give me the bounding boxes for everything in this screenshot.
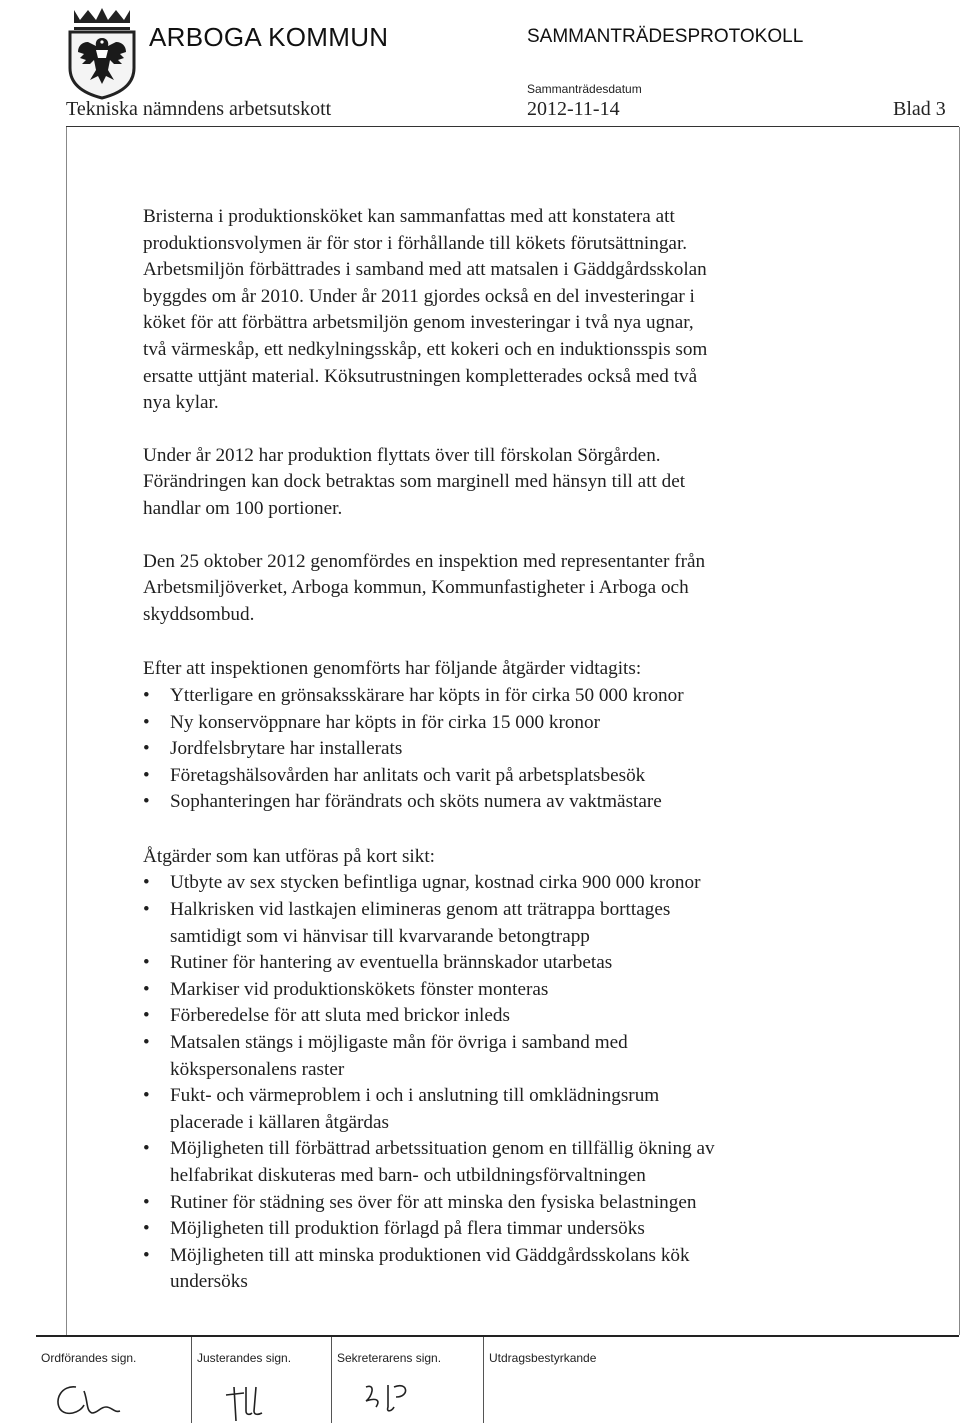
list-item: • Markiser vid produktionskökets fönster monteras (143, 977, 883, 1004)
signature-label-chair: Ordförandes sign. (41, 1351, 137, 1365)
list-item: • Jordfelsbrytare har installerats (143, 736, 883, 763)
list-item: • Sophanteringen har förändrats och sköts numera av vaktmästare (143, 789, 883, 816)
paragraph-kitchen-deficiencies: Bristerna i produktionsköket kan sammanfattas med att konstatera att produktionsvolymen är för stor i förhållande till kökets förutsättningar. Arbetsmiljön förbättrades i samband med att matsalen i Gäddgårdsskolan byggdes om år 2010. Under år 2011 gjordes också en del investeringar i köket för att förbättra arbetsmiljön genom investeringar i två nya ugnar, två värmeskåp, ett nedkylningsskåp, ett kokeri och en induktionsspis som ersatte uttjänt material. Köksutrustningen kompletterades också med två nya kylar. (143, 206, 708, 414)
list-item: • Matsalen stängs i möjligaste mån för övriga i samband med kökspersonalens raster (143, 1030, 883, 1083)
list-item: • Rutiner för hantering av eventuella brännskador utarbetas (143, 950, 883, 977)
list-item: • Ytterligare en grönsaksskärare har köpts in för cirka 50 000 kronor (143, 683, 883, 710)
signature-cell-certification (483, 1337, 959, 1423)
paragraph-production-moved: Under år 2012 har produktion flyttats över till förskolan Sörgården. Förändringen kan dock betraktas som marginell med hänsyn till att det handlar om 100 portioner. (143, 444, 686, 519)
signature-scribble (332, 1367, 482, 1423)
committee-name: Tekniska nämndens arbetsutskott (66, 98, 332, 120)
list-item: • Halkrisken vid lastkajen elimineras genom att trätrappa borttages samtidigt som vi hänvisar till kvarvarande betongtrapp (143, 897, 883, 950)
list-item: • Möjligheten till produktion förlagd på flera timmar undersöks (143, 1216, 883, 1243)
signature-label-secretary: Sekreterarens sign. (337, 1351, 442, 1365)
list-item: • Rutiner för städning ses över för att minska den fysiska belastningen (143, 1190, 883, 1217)
paragraph-inspection: Den 25 oktober 2012 genomfördes en inspektion med representanter från Arbetsmiljöverket, Arboga kommun, Kommunfastigheter i Arboga och skyddsombud. (143, 550, 706, 625)
document-type: SAMMANTRÄDESPROTOKOLL (527, 26, 804, 47)
page-number: Blad 3 (893, 98, 946, 120)
meeting-date: 2012-11-14 (527, 98, 620, 120)
list-item: • Förberedelse för att sluta med brickor inleds (143, 1003, 883, 1030)
measures-taken-intro: Efter att inspektionen genomförts har följande åtgärder vidtagits: (143, 658, 642, 680)
list-item: • Möjligheten till att minska produktionen vid Gäddgårdsskolans kök undersöks (143, 1243, 883, 1296)
signature-label-certification: Utdragsbestyrkande (489, 1351, 597, 1365)
signature-scribble (36, 1367, 186, 1423)
meeting-date-label: Sammanträdesdatum (527, 82, 642, 96)
list-item: • Möjligheten till förbättrad arbetssituation genom en tillfällig ökning av helfabrikat diskuteras med barn- och utbildningsförvaltningen (143, 1136, 883, 1189)
signature-scribble (192, 1367, 332, 1423)
signature-cell-secretary (331, 1337, 484, 1423)
short-term-actions-list (143, 870, 883, 1296)
list-item: • Företagshälsovården har anlitats och varit på arbetsplatsbesök (143, 763, 883, 790)
list-item: • Ny konservöppnare har köpts in för cirka 15 000 kronor (143, 710, 883, 737)
list-item: • Fukt- och värmeproblem i och i anslutning till omklädningsrum placerade i källaren åtgärdas (143, 1083, 883, 1136)
measures-taken-list (143, 683, 883, 816)
list-item: • Utbyte av sex stycken befintliga ugnar, kostnad cirka 900 000 kronor (143, 870, 883, 897)
organization-name: ARBOGA KOMMUN (149, 22, 389, 52)
signature-cell-adjuster (191, 1337, 332, 1423)
signature-footer (36, 1335, 959, 1423)
signature-cell-chair (36, 1337, 191, 1423)
signature-label-adjuster: Justerandes sign. (197, 1351, 292, 1365)
coat-of-arms-eagle-icon (66, 6, 138, 100)
short-term-actions-intro: Åtgärder som kan utföras på kort sikt: (143, 845, 436, 867)
document-body (143, 204, 883, 1296)
